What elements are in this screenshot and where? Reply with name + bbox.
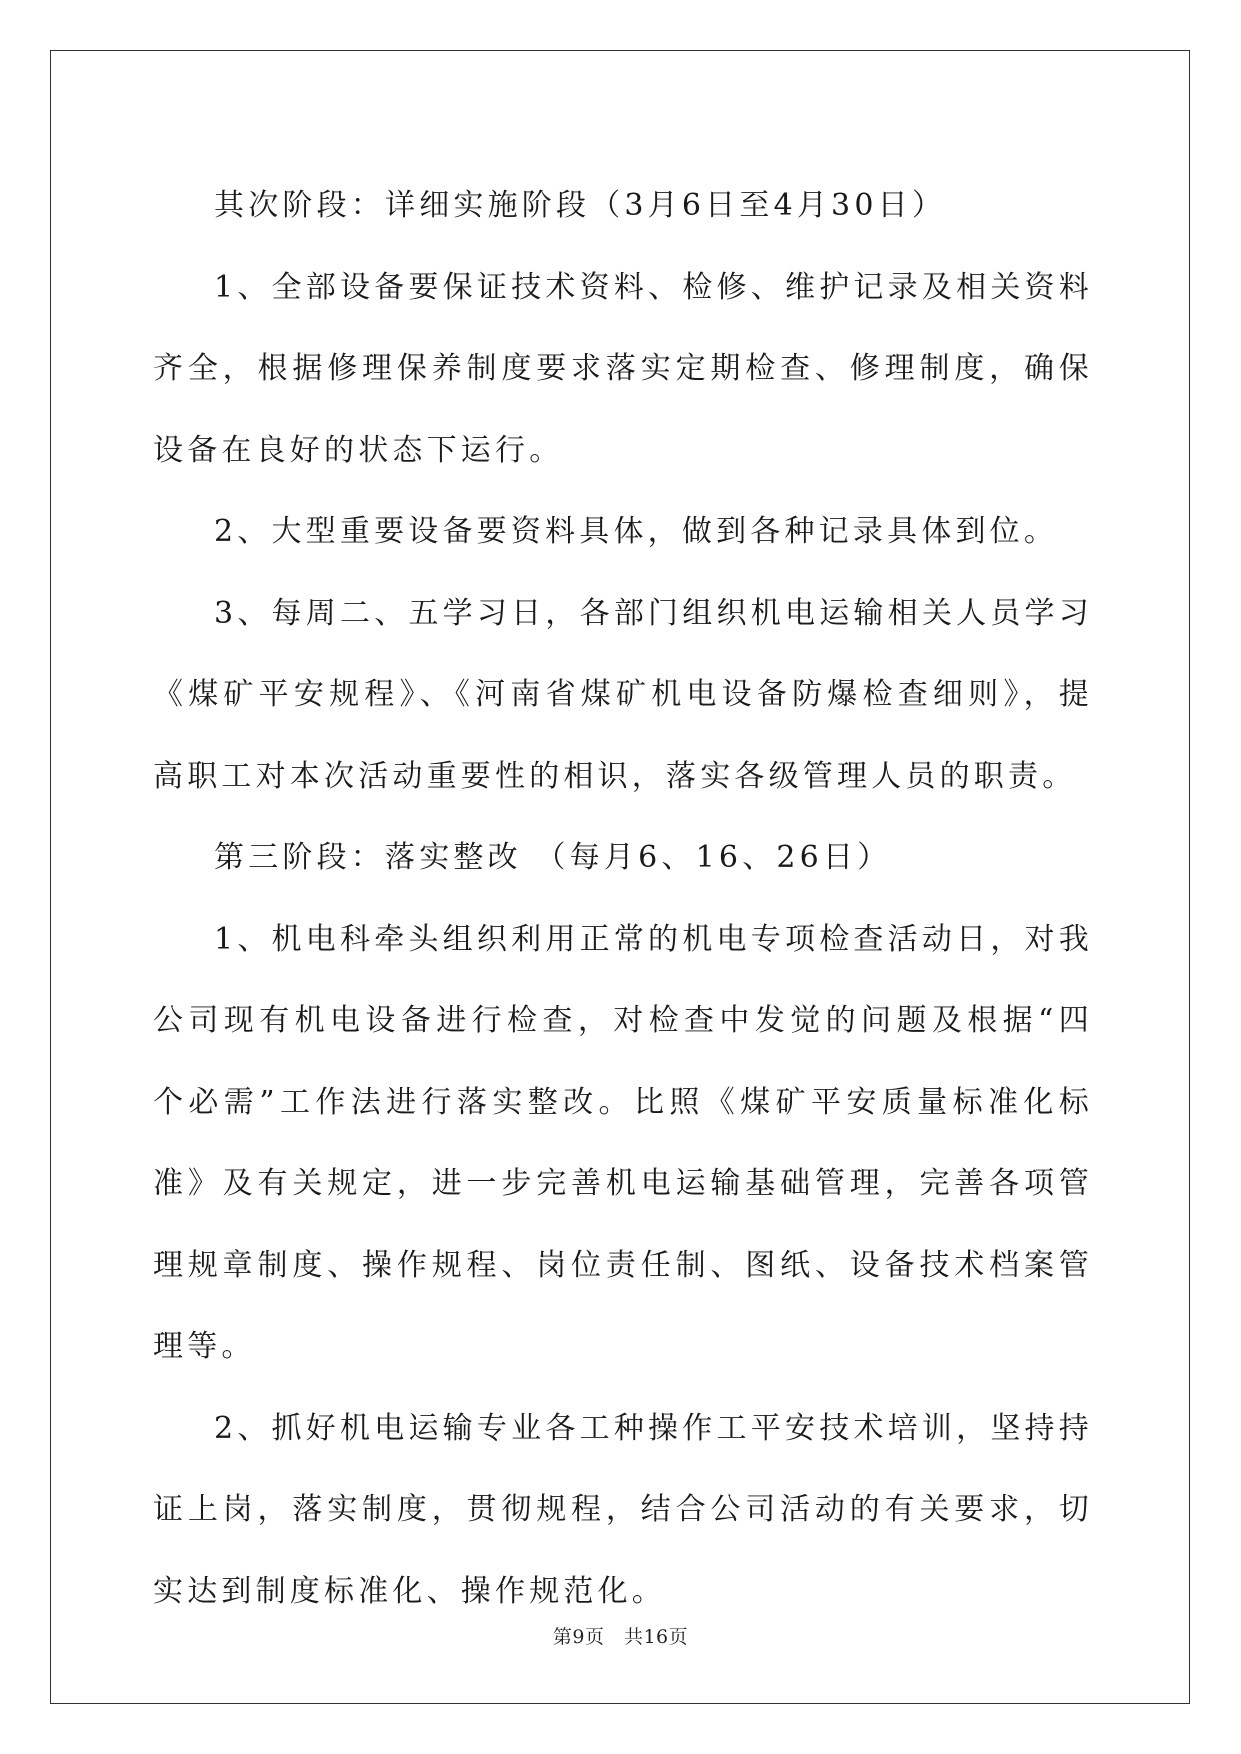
document-body <box>153 165 1093 1632</box>
paragraph-stage-two-heading: 其次阶段：详细实施阶段（3月6日至4月30日） <box>214 188 947 223</box>
paragraph-item-1: 1、全部设备要保证技术资料、检修、维护记录及相关资料齐全，根据修理保养制度要求落实定期检查、修理制度，确保设备在良好的状态下运行。 <box>153 269 1093 468</box>
paragraph-stage-three-heading: 第三阶段：落实整改 （每月6、16、26日） <box>214 840 892 875</box>
paragraph-stage-three-item-1: 1、机电科牵头组织利用正常的机电专项检查活动日，对我公司现有机电设备进行检查，对检查中发觉的问题及根据“四个必需”工作法进行落实整改。比照《煤矿平安质量标准化标准》及有关规定，进一步完善机电运输基础管理，完善各项管理规章制度、操作规程、岗位责任制、图纸、设备技术档案管理等。 <box>153 921 1093 1364</box>
paragraph-stage-three-item-2: 2、抓好机电运输专业各工种操作工平安技术培训，坚持持证上岗，落实制度，贯彻规程，结合公司活动的有关要求，切实达到制度标准化、操作规范化。 <box>153 1410 1093 1609</box>
page-number-footer: 第9页 共16页 <box>552 1626 689 1648</box>
paragraph-item-2: 2、大型重要设备要资料具体，做到各种记录具体到位。 <box>214 514 1059 549</box>
paragraph-item-3: 3、每周二、五学习日，各部门组织机电运输相关人员学习《煤矿平安规程》、《河南省煤矿机电设备防爆检查细则》，提高职工对本次活动重要性的相识，落实各级管理人员的职责。 <box>153 595 1093 794</box>
